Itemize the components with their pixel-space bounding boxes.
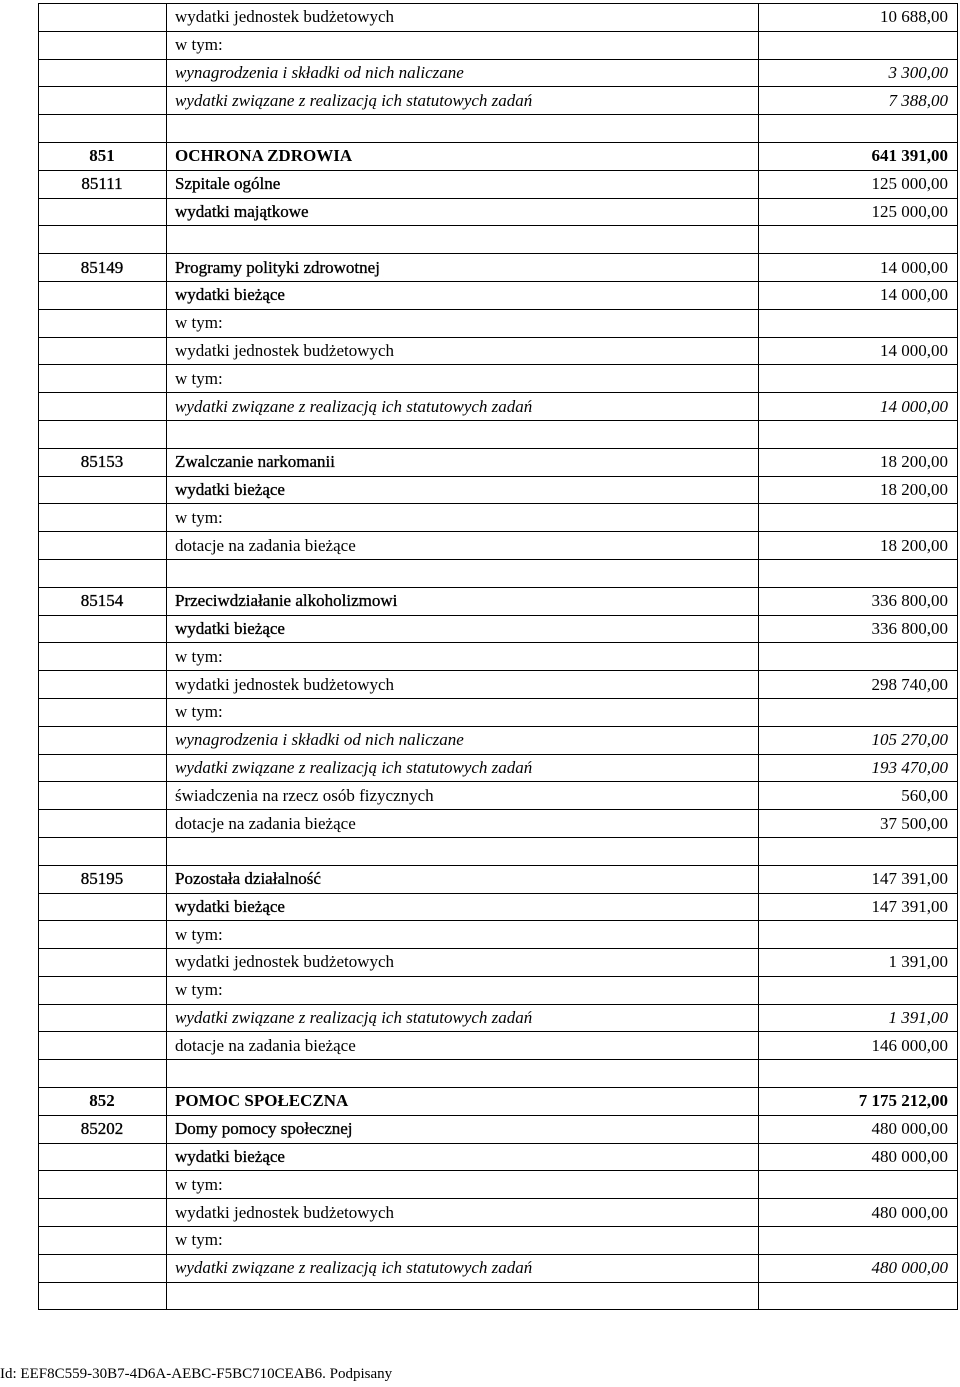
table-row (39, 726, 958, 754)
amount-cell: 298 740,00 (759, 671, 958, 699)
table-row (39, 643, 958, 671)
description-cell: w tym: (167, 504, 759, 532)
description-cell: wydatki bieżące (167, 615, 759, 643)
amount-cell: 480 000,00 (759, 1254, 958, 1282)
description-cell: wydatki bieżące (167, 893, 759, 921)
classification-code-cell (39, 1227, 167, 1255)
table-row (39, 337, 958, 365)
description-cell: w tym: (167, 1227, 759, 1255)
table-row (39, 1171, 958, 1199)
table-row (39, 532, 958, 560)
description-cell: w tym: (167, 1171, 759, 1199)
table-row (39, 754, 958, 782)
table-row (39, 504, 958, 532)
classification-code-cell: 85195 (39, 865, 167, 893)
description-cell: Pozostała działalność (167, 865, 759, 893)
amount-cell (759, 309, 958, 337)
amount-cell: 125 000,00 (759, 170, 958, 198)
table-row (39, 476, 958, 504)
description-cell: wynagrodzenia i składki od nich naliczane (167, 59, 759, 87)
table-row (39, 949, 958, 977)
amount-cell: 146 000,00 (759, 1032, 958, 1060)
table-row (39, 1032, 958, 1060)
description-cell: wydatki bieżące (167, 476, 759, 504)
amount-cell: 14 000,00 (759, 337, 958, 365)
amount-cell: 3 300,00 (759, 59, 958, 87)
amount-cell: 18 200,00 (759, 476, 958, 504)
classification-code-cell (39, 59, 167, 87)
description-cell: wydatki jednostek budżetowych (167, 337, 759, 365)
amount-cell (759, 921, 958, 949)
description-cell: dotacje na zadania bieżące (167, 810, 759, 838)
amount-cell: 18 200,00 (759, 532, 958, 560)
amount-cell: 336 800,00 (759, 615, 958, 643)
description-cell: świadczenia na rzecz osób fizycznych (167, 782, 759, 810)
description-cell: Przeciwdziałanie alkoholizmowi (167, 587, 759, 615)
classification-code-cell (39, 949, 167, 977)
classification-code-cell (39, 532, 167, 560)
document-id-footer: Id: EEF8C559-30B7-4D6A-AEBC-F5BC710CEAB6. Podpisany (0, 1366, 393, 1382)
description-cell: wydatki bieżące (167, 1143, 759, 1171)
description-cell: Zwalczanie narkomanii (167, 448, 759, 476)
amount-cell: 14 000,00 (759, 254, 958, 282)
classification-code-cell: 85111 (39, 170, 167, 198)
amount-cell (759, 559, 958, 587)
description-cell: wydatki jednostek budżetowych (167, 949, 759, 977)
amount-cell: 1 391,00 (759, 949, 958, 977)
amount-cell: 18 200,00 (759, 448, 958, 476)
amount-cell (759, 643, 958, 671)
classification-code-cell: 85202 (39, 1115, 167, 1143)
classification-code-cell (39, 476, 167, 504)
classification-code-cell (39, 31, 167, 59)
table-row (39, 1199, 958, 1227)
classification-code-cell (39, 115, 167, 143)
amount-cell (759, 698, 958, 726)
table-row (39, 698, 958, 726)
classification-code-cell (39, 337, 167, 365)
budget-table-body (39, 4, 958, 1310)
table-row (39, 782, 958, 810)
table-row (39, 1115, 958, 1143)
amount-cell: 480 000,00 (759, 1143, 958, 1171)
amount-cell: 480 000,00 (759, 1199, 958, 1227)
description-cell: wydatki majątkowe (167, 198, 759, 226)
amount-cell (759, 504, 958, 532)
classification-code-cell (39, 1254, 167, 1282)
amount-cell: 7 388,00 (759, 87, 958, 115)
amount-cell: 147 391,00 (759, 865, 958, 893)
classification-code-cell (39, 1004, 167, 1032)
classification-code-cell (39, 504, 167, 532)
description-cell: Programy polityki zdrowotnej (167, 254, 759, 282)
classification-code-cell (39, 1032, 167, 1060)
description-cell: w tym: (167, 31, 759, 59)
classification-code-cell (39, 698, 167, 726)
description-cell: Domy pomocy społecznej (167, 1115, 759, 1143)
amount-cell (759, 226, 958, 254)
table-row (39, 170, 958, 198)
table-row (39, 1282, 958, 1310)
amount-cell (759, 1227, 958, 1255)
table-row (39, 87, 958, 115)
amount-cell: 480 000,00 (759, 1115, 958, 1143)
classification-code-cell (39, 726, 167, 754)
description-cell: wydatki związane z realizacją ich statutowych zadań (167, 754, 759, 782)
amount-cell: 10 688,00 (759, 4, 958, 32)
classification-code-cell (39, 1282, 167, 1310)
classification-code-cell: 851 (39, 142, 167, 170)
description-cell: dotacje na zadania bieżące (167, 532, 759, 560)
amount-cell: 641 391,00 (759, 142, 958, 170)
amount-cell (759, 1282, 958, 1310)
amount-cell: 7 175 212,00 (759, 1088, 958, 1116)
classification-code-cell (39, 226, 167, 254)
table-row (39, 1254, 958, 1282)
classification-code-cell (39, 754, 167, 782)
amount-cell: 560,00 (759, 782, 958, 810)
description-cell: dotacje na zadania bieżące (167, 1032, 759, 1060)
table-row (39, 254, 958, 282)
description-cell (167, 115, 759, 143)
description-cell (167, 837, 759, 865)
table-row (39, 59, 958, 87)
description-cell: w tym: (167, 976, 759, 1004)
table-row (39, 226, 958, 254)
classification-code-cell (39, 1143, 167, 1171)
table-row (39, 671, 958, 699)
table-row (39, 559, 958, 587)
description-cell: w tym: (167, 698, 759, 726)
classification-code-cell (39, 615, 167, 643)
description-cell: wydatki związane z realizacją ich statutowych zadań (167, 1254, 759, 1282)
table-row (39, 865, 958, 893)
table-row (39, 448, 958, 476)
classification-code-cell: 852 (39, 1088, 167, 1116)
table-row (39, 921, 958, 949)
description-cell (167, 1282, 759, 1310)
table-row (39, 393, 958, 421)
budget-table (38, 3, 958, 1310)
description-cell (167, 1060, 759, 1088)
classification-code-cell (39, 921, 167, 949)
classification-code-cell: 85149 (39, 254, 167, 282)
description-cell: OCHRONA ZDROWIA (167, 142, 759, 170)
classification-code-cell (39, 1171, 167, 1199)
table-row (39, 281, 958, 309)
amount-cell (759, 31, 958, 59)
description-cell: wydatki związane z realizacją ich statutowych zadań (167, 1004, 759, 1032)
description-cell: wydatki jednostek budżetowych (167, 4, 759, 32)
table-row (39, 115, 958, 143)
description-cell (167, 420, 759, 448)
amount-cell: 14 000,00 (759, 393, 958, 421)
classification-code-cell: 85154 (39, 587, 167, 615)
table-row (39, 4, 958, 32)
classification-code-cell (39, 198, 167, 226)
description-cell: wydatki związane z realizacją ich statutowych zadań (167, 393, 759, 421)
classification-code-cell (39, 976, 167, 1004)
classification-code-cell: 85153 (39, 448, 167, 476)
amount-cell: 193 470,00 (759, 754, 958, 782)
description-cell: wydatki jednostek budżetowych (167, 671, 759, 699)
amount-cell: 125 000,00 (759, 198, 958, 226)
table-row (39, 1227, 958, 1255)
table-row (39, 1060, 958, 1088)
table-row (39, 1004, 958, 1032)
amount-cell (759, 1060, 958, 1088)
description-cell: Szpitale ogólne (167, 170, 759, 198)
classification-code-cell (39, 4, 167, 32)
classification-code-cell (39, 671, 167, 699)
amount-cell (759, 976, 958, 1004)
amount-cell: 37 500,00 (759, 810, 958, 838)
description-cell: wydatki bieżące (167, 281, 759, 309)
classification-code-cell (39, 810, 167, 838)
amount-cell (759, 115, 958, 143)
description-cell: w tym: (167, 309, 759, 337)
table-row (39, 837, 958, 865)
description-cell: wydatki jednostek budżetowych (167, 1199, 759, 1227)
table-row (39, 420, 958, 448)
classification-code-cell (39, 393, 167, 421)
table-row (39, 810, 958, 838)
classification-code-cell (39, 893, 167, 921)
classification-code-cell (39, 365, 167, 393)
table-row (39, 365, 958, 393)
table-row (39, 1088, 958, 1116)
description-cell: w tym: (167, 365, 759, 393)
table-row (39, 142, 958, 170)
description-cell (167, 226, 759, 254)
amount-cell: 14 000,00 (759, 281, 958, 309)
description-cell: w tym: (167, 643, 759, 671)
table-row (39, 893, 958, 921)
table-row (39, 31, 958, 59)
amount-cell (759, 1171, 958, 1199)
classification-code-cell (39, 309, 167, 337)
amount-cell: 147 391,00 (759, 893, 958, 921)
classification-code-cell (39, 782, 167, 810)
classification-code-cell (39, 559, 167, 587)
classification-code-cell (39, 281, 167, 309)
classification-code-cell (39, 1060, 167, 1088)
amount-cell: 336 800,00 (759, 587, 958, 615)
classification-code-cell (39, 837, 167, 865)
description-cell: wydatki związane z realizacją ich statutowych zadań (167, 87, 759, 115)
amount-cell: 105 270,00 (759, 726, 958, 754)
amount-cell (759, 365, 958, 393)
classification-code-cell (39, 643, 167, 671)
table-row (39, 615, 958, 643)
table-row (39, 587, 958, 615)
classification-code-cell (39, 1199, 167, 1227)
description-cell: POMOC SPOŁECZNA (167, 1088, 759, 1116)
amount-cell (759, 420, 958, 448)
amount-cell: 1 391,00 (759, 1004, 958, 1032)
classification-code-cell (39, 420, 167, 448)
description-cell: w tym: (167, 921, 759, 949)
table-row (39, 198, 958, 226)
classification-code-cell (39, 87, 167, 115)
table-row (39, 1143, 958, 1171)
table-row (39, 976, 958, 1004)
amount-cell (759, 837, 958, 865)
description-cell: wynagrodzenia i składki od nich naliczane (167, 726, 759, 754)
table-row (39, 309, 958, 337)
description-cell (167, 559, 759, 587)
